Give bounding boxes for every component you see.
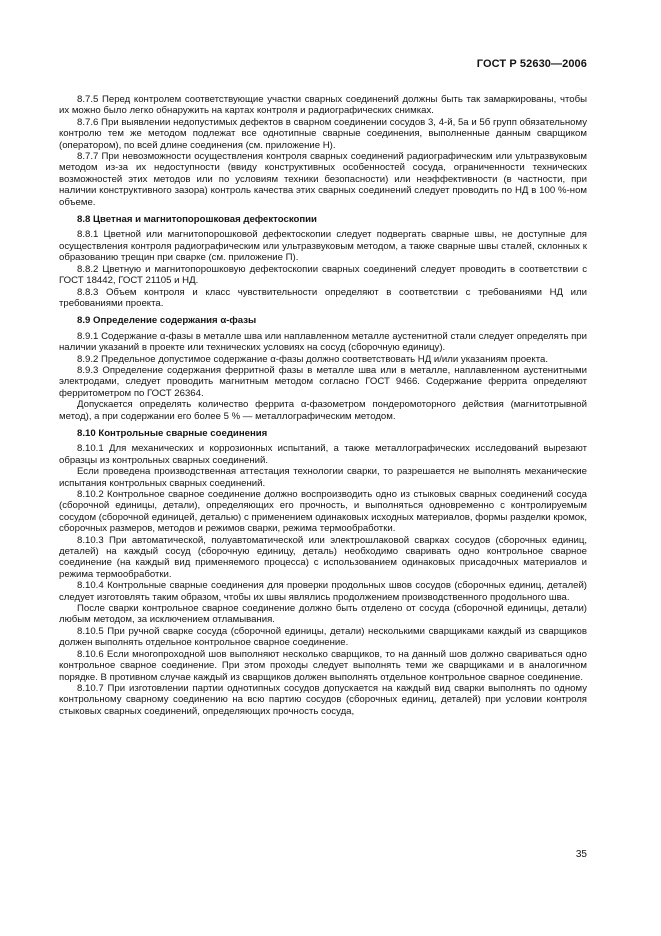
paragraph-8-10-6: 8.10.6 Если многопроходной шов выполняют несколько сварщиков, то на данный шов должно свариваться одно контрольное сварное соединение. При этом проходы следует выполнять теми же сварщиками и в аналогичном порядке. В противном случае каждый из сварщиков должен выполнять отдельное контрольное сварное соединение. xyxy=(59,648,587,683)
paragraph-8-8-2: 8.8.2 Цветную и магнитопорошковую дефектоскопии сварных соединений следует проводить в соответствии с ГОСТ 18442, ГОСТ 21105 и НД. xyxy=(59,263,587,287)
document-code-header: ГОСТ Р 52630—2006 xyxy=(476,58,587,70)
page-number: 35 xyxy=(575,849,587,860)
paragraph-8-7-7: 8.7.7 При невозможности осуществления контроля сварных соединений радиографическим или ультразвуковым методом из-за их недоступности (ввиду конструктивных особенностей сосуда, ограниченности технических возможностей этих методов или по условиям техники безопасности) или неэффективности (в частности, при наличии конструктивного зазора) контроль качества этих сварных соединений следует проводить по НД в 100 %-ном объеме. xyxy=(59,151,587,208)
paragraph-8-10-5: 8.10.5 При ручной сварке сосуда (сборочной единицы, детали) несколькими сварщиками каждый из сварщиков должен выполнять отдельное контрольное сварное соединение. xyxy=(59,625,587,649)
paragraph-8-10-2: 8.10.2 Контрольное сварное соединение должно воспроизводить одно из стыковых сварных соединений сосуда (сборочной единицы, детали), определяющих его прочность, и выполняться одновременно с контролируемым сосудом (сборочной единицей, деталью) с применением одинаковых исходных материалов, формы разделки кромок, сборочных размеров, методов и режимов сварки, режима термообработки. xyxy=(59,489,587,535)
paragraph-8-9-1: 8.9.1 Содержание α-фазы в металле шва или наплавленном металле аустенитной стали следует определять при наличии указаний в проекте или технических условиях на сосуд (сборочную единицу). xyxy=(59,330,587,354)
paragraph-8-10-4: 8.10.4 Контрольные сварные соединения для проверки продольных швов сосудов (сборочных единиц, деталей) следует изготовлять таким образом, чтобы их швы являлись продолжением производственного продольного шва. xyxy=(59,580,587,603)
paragraph-8-8-1: 8.8.1 Цветной или магнитопорошковой дефектоскопии следует подвергать сварные швы, не доступные для осуществления контроля радиографическим или ультразвуковым методом, а также сварные швы сталей, склонных к образованию трещин при сварке (см. приложение П). xyxy=(59,229,587,264)
paragraph-8-10-1: 8.10.1 Для механических и коррозионных испытаний, а также металлографических исследований вырезают образцы из контрольных сварных соединений. xyxy=(59,443,587,466)
paragraph-8-9-3-note: Допускается определять количество феррита α-фазометром пондеромоторного действия (магнитотрывной метод), а при содержании его более 5 % — металлографическим методом. xyxy=(59,399,587,422)
paragraph-8-7-5: 8.7.5 Перед контролем соответствующие участки сварных соединений должны быть так замаркированы, чтобы их можно было легко обнаружить на картах контроля и радиографических снимках. xyxy=(59,94,587,117)
paragraph-8-10-4-note: После сварки контрольное сварное соединение должно быть отделено от сосуда (сборочной единицы, детали) любым методом, за исключением отламывания. xyxy=(59,603,587,626)
paragraph-8-10-7: 8.10.7 При изготовлении партии однотипных сосудов допускается на каждый вид сварки выполнять по одному контрольному сварному соединению на всю партию сосудов (сборочных единиц, деталей) при условии контроля стыковых сварных соединений, определяющих прочность сосуда, xyxy=(59,682,587,717)
paragraph-8-8-3: 8.8.3 Объем контроля и класс чувствительности определяют в соответствии с требованиями НД или требованиями проекта. xyxy=(59,286,587,309)
paragraph-8-7-6: 8.7.6 При выявлении недопустимых дефектов в сварном соединении сосудов 3, 4-й, 5а и 5б групп обязательному контролю тем же методом подлежат все однотипные сварные соединения, выполненные данным сварщиком (оператором), по всей длине соединения (см. приложение Н). xyxy=(59,116,587,151)
paragraph-8-10-1-note: Если проведена производственная аттестация технологии сварки, то разрешается не выполнять механические испытания контрольных сварных соединений. xyxy=(59,466,587,489)
paragraph-8-10-3: 8.10.3 При автоматической, полуавтоматической или электрошлаковой сварках сосудов (сборочных единиц, деталей) на каждый сосуд (сборочную единицу, деталь) необходимо сваривать одно контрольное сварное соединение (на каждый вид применяемого процесса) с использованием одинаковых присадочных материалов и режима термообработки. xyxy=(59,534,587,580)
document-body xyxy=(59,94,587,717)
section-heading-8-9: 8.9 Определение содержания α-фазы xyxy=(77,315,257,327)
paragraph-8-9-3: 8.9.3 Определение содержания ферритной фазы в металле шва или в металле, наплавленном аустенитными электродами, следует проводить магнитным методом согласно ГОСТ 9466. Содержание феррита определяют ферритометром по ГОСТ 26364. xyxy=(59,364,587,399)
section-heading-8-8: 8.8 Цветная и магнитопорошковая дефектоскопии xyxy=(77,214,317,226)
paragraph-8-9-2: 8.9.2 Предельное допустимое содержание α-фазы должно соответствовать НД и/или указаниям проекта. xyxy=(77,353,548,365)
section-heading-8-10: 8.10 Контрольные сварные соединения xyxy=(77,427,268,439)
